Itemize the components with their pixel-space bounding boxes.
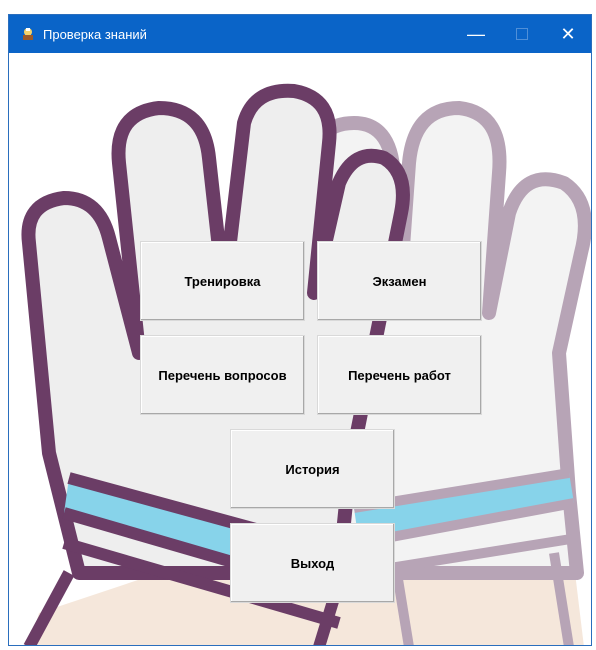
close-button[interactable]	[545, 15, 591, 53]
minimize-icon: —	[467, 23, 485, 44]
client-area	[9, 53, 591, 645]
maximize-icon	[516, 28, 528, 40]
title-bar[interactable]	[9, 15, 591, 53]
history-button[interactable]: История	[230, 429, 395, 509]
main-window	[8, 14, 592, 646]
exit-button[interactable]: Выход	[230, 523, 395, 603]
app-logo-icon	[19, 25, 37, 43]
maximize-button	[499, 15, 545, 53]
minimize-button[interactable]	[453, 15, 499, 53]
training-button[interactable]: Тренировка	[140, 241, 305, 321]
questions-list-button[interactable]: Перечень вопросов	[140, 335, 305, 415]
exam-button[interactable]: Экзамен	[317, 241, 482, 321]
window-title: Проверка знаний	[43, 26, 147, 42]
close-icon: ✕	[560, 23, 576, 44]
works-list-button[interactable]: Перечень работ	[317, 335, 482, 415]
